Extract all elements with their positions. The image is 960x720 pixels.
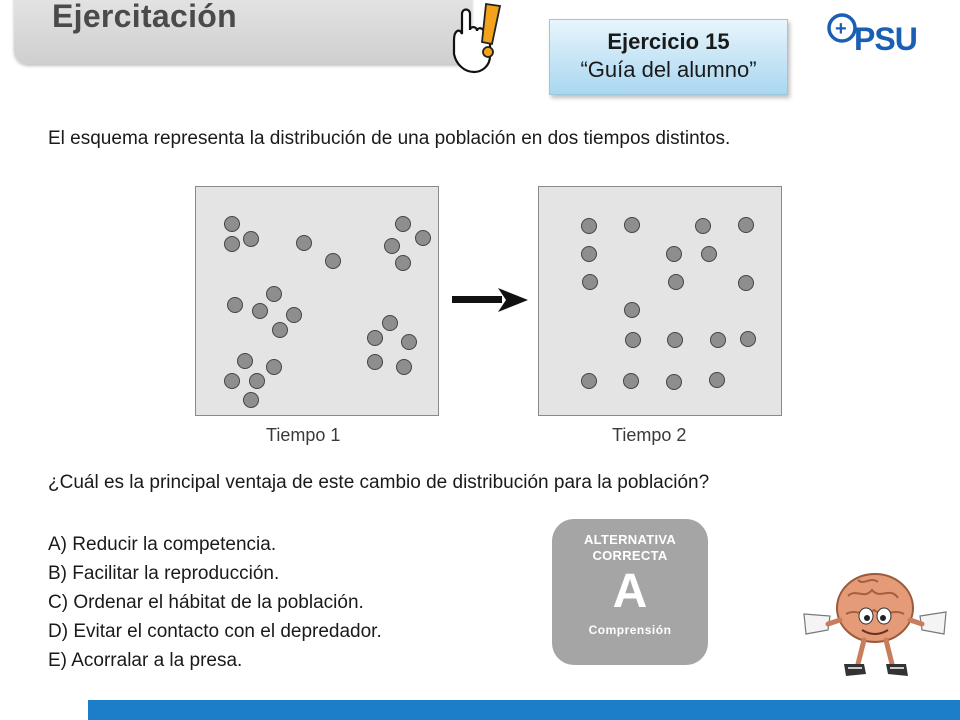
organism-dot <box>252 303 268 319</box>
organism-dot <box>666 374 682 390</box>
organism-dot <box>367 354 383 370</box>
organism-dot <box>395 216 411 232</box>
organism-dot <box>738 217 754 233</box>
answer-letter: A <box>612 565 648 618</box>
option-e: E) Acorralar a la presa. <box>48 650 243 671</box>
exercise-badge <box>549 19 788 95</box>
logo-plus-text: + <box>835 18 847 40</box>
organism-dot <box>709 372 725 388</box>
organism-dot <box>625 332 641 348</box>
answer-options <box>48 530 382 675</box>
organism-dot <box>266 359 282 375</box>
organism-dot <box>695 218 711 234</box>
answer-label <box>552 532 708 564</box>
organism-dot <box>367 330 383 346</box>
correct-answer-badge <box>552 519 708 665</box>
panel-1-label: Tiempo 1 <box>266 425 341 445</box>
answer-label-line2: CORRECTA <box>592 548 668 563</box>
pointing-hand-exclamation-icon <box>446 0 506 82</box>
intro-text: El esquema representa la distribución de una población en dos tiempos distintos. <box>48 128 731 149</box>
organism-dot <box>581 373 597 389</box>
organism-dot <box>286 307 302 323</box>
organism-dot <box>738 275 754 291</box>
answer-skill: Comprensión <box>588 623 672 637</box>
organism-dot <box>581 218 597 234</box>
organism-dot <box>266 286 282 302</box>
panel-2-label: Tiempo 2 <box>612 425 687 445</box>
panel-tiempo-2 <box>538 186 782 416</box>
organism-dot <box>740 331 756 347</box>
organism-dot <box>667 332 683 348</box>
organism-dot <box>243 392 259 408</box>
logo-text: PSU <box>854 21 917 56</box>
brain-mascot-icon <box>800 560 950 688</box>
question-text: ¿Cuál es la principal ventaja de este cambio de distribución para la población? <box>48 472 710 493</box>
organism-dot <box>249 373 265 389</box>
organism-dot <box>224 236 240 252</box>
organism-dot <box>224 373 240 389</box>
organism-dot <box>701 246 717 262</box>
organism-dot <box>325 253 341 269</box>
organism-dot <box>624 302 640 318</box>
time-arrow-icon <box>452 286 528 314</box>
footer-bar <box>88 700 960 720</box>
organism-dot <box>384 238 400 254</box>
organism-dot <box>272 322 288 338</box>
organism-dot <box>224 216 240 232</box>
organism-dot <box>401 334 417 350</box>
answer-label-line1: ALTERNATIVA <box>583 532 677 547</box>
panel-tiempo-1 <box>195 186 439 416</box>
organism-dot <box>243 231 259 247</box>
organism-dot <box>415 230 431 246</box>
organism-dot <box>581 246 597 262</box>
header-tab <box>14 0 472 64</box>
psu-logo <box>824 8 936 56</box>
page-title: Ejercitación <box>52 0 238 34</box>
option-a: A) Reducir la competencia. <box>48 534 277 555</box>
organism-dot <box>710 332 726 348</box>
organism-dot <box>395 255 411 271</box>
organism-dot <box>582 274 598 290</box>
organism-dot <box>666 246 682 262</box>
option-b: B) Facilitar la reproducción. <box>48 563 280 584</box>
organism-dot <box>227 297 243 313</box>
organism-dot <box>668 274 684 290</box>
option-c: C) Ordenar el hábitat de la población. <box>48 592 364 613</box>
organism-dot <box>382 315 398 331</box>
organism-dot <box>296 235 312 251</box>
exercise-subtitle: “Guía del alumno” <box>580 57 757 82</box>
organism-dot <box>396 359 412 375</box>
organism-dot <box>624 217 640 233</box>
option-d: D) Evitar el contacto con el depredador. <box>48 621 382 642</box>
organism-dot <box>623 373 639 389</box>
organism-dot <box>237 353 253 369</box>
exercise-title: Ejercicio 15 <box>607 29 730 54</box>
